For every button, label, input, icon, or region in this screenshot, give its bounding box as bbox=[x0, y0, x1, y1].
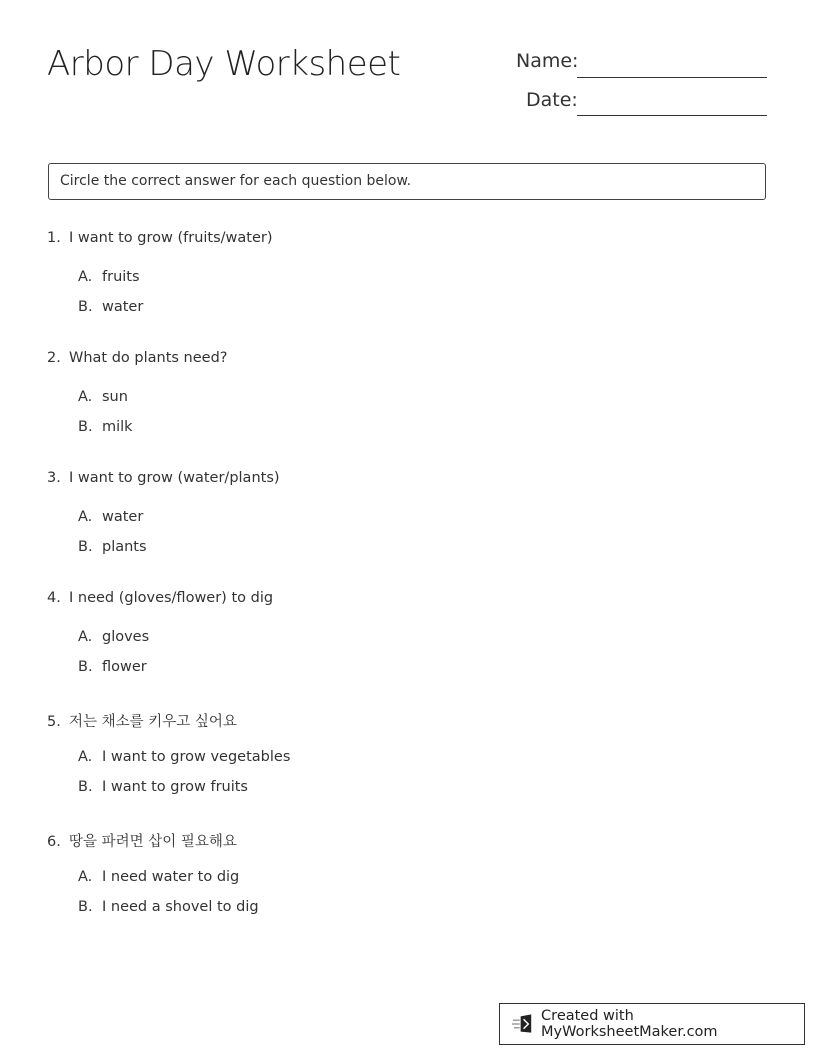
option-letter: A. bbox=[78, 269, 93, 285]
question-text: 땅을 파려면 삽이 필요해요 bbox=[69, 834, 237, 850]
option-letter: B. bbox=[78, 658, 93, 675]
footer-text: Created with MyWorksheetMaker.com bbox=[541, 1008, 718, 1040]
question-text: I need (gloves/flower) to dig bbox=[69, 590, 274, 606]
answer-option[interactable] bbox=[78, 869, 239, 885]
instructions-box: Circle the correct answer for each question below. bbox=[48, 163, 766, 200]
answer-option[interactable] bbox=[78, 539, 147, 555]
option-text: flower bbox=[102, 658, 147, 675]
question-number: 5. bbox=[47, 714, 61, 730]
question-number: 3. bbox=[47, 470, 61, 486]
option-letter: B. bbox=[78, 298, 93, 315]
option-letter: A. bbox=[78, 629, 93, 645]
option-text: I want to grow fruits bbox=[102, 778, 248, 795]
date-label: Date: bbox=[526, 89, 578, 111]
answer-option[interactable] bbox=[78, 299, 143, 315]
worksheet-logo-icon bbox=[512, 1013, 535, 1035]
question bbox=[47, 470, 280, 486]
option-letter: A. bbox=[78, 749, 93, 765]
option-text: sun bbox=[102, 389, 128, 405]
question-number: 4. bbox=[47, 590, 61, 606]
option-text: milk bbox=[102, 418, 133, 435]
option-text: water bbox=[102, 509, 144, 525]
question-number: 6. bbox=[47, 834, 61, 850]
answer-option[interactable] bbox=[78, 389, 128, 405]
question-text: What do plants need? bbox=[69, 350, 228, 366]
option-letter: B. bbox=[78, 898, 93, 915]
option-letter: A. bbox=[78, 869, 93, 885]
option-text: water bbox=[102, 298, 144, 315]
footer-badge bbox=[499, 1003, 805, 1045]
question-number: 2. bbox=[47, 350, 61, 366]
option-text: plants bbox=[102, 538, 147, 555]
option-text: I need a shovel to dig bbox=[102, 898, 259, 915]
option-letter: B. bbox=[78, 418, 93, 435]
answer-option[interactable] bbox=[78, 779, 248, 795]
name-label: Name: bbox=[516, 50, 579, 72]
question bbox=[47, 590, 273, 606]
option-letter: A. bbox=[78, 509, 93, 525]
answer-option[interactable] bbox=[78, 899, 259, 915]
question bbox=[47, 830, 237, 851]
answer-option[interactable] bbox=[78, 749, 290, 765]
question-text: 저는 채소를 키우고 싶어요 bbox=[69, 714, 237, 730]
option-text: I want to grow vegetables bbox=[102, 749, 291, 765]
option-text: gloves bbox=[102, 629, 150, 645]
question-text: I want to grow (water/plants) bbox=[69, 470, 280, 486]
option-text: I need water to dig bbox=[102, 869, 240, 885]
answer-option[interactable] bbox=[78, 419, 133, 435]
question bbox=[47, 350, 227, 366]
name-line bbox=[577, 77, 767, 78]
option-text: fruits bbox=[102, 269, 140, 285]
option-letter: B. bbox=[78, 778, 93, 795]
question bbox=[47, 710, 237, 731]
page-title: Arbor Day Worksheet bbox=[47, 44, 401, 84]
question-text: I want to grow (fruits/water) bbox=[69, 230, 273, 246]
answer-option[interactable] bbox=[78, 659, 147, 675]
question bbox=[47, 230, 273, 246]
answer-option[interactable] bbox=[78, 629, 149, 645]
option-letter: A. bbox=[78, 389, 93, 405]
option-letter: B. bbox=[78, 538, 93, 555]
answer-option[interactable] bbox=[78, 269, 140, 285]
date-line bbox=[577, 115, 767, 116]
answer-option[interactable] bbox=[78, 509, 143, 525]
question-number: 1. bbox=[47, 230, 61, 246]
